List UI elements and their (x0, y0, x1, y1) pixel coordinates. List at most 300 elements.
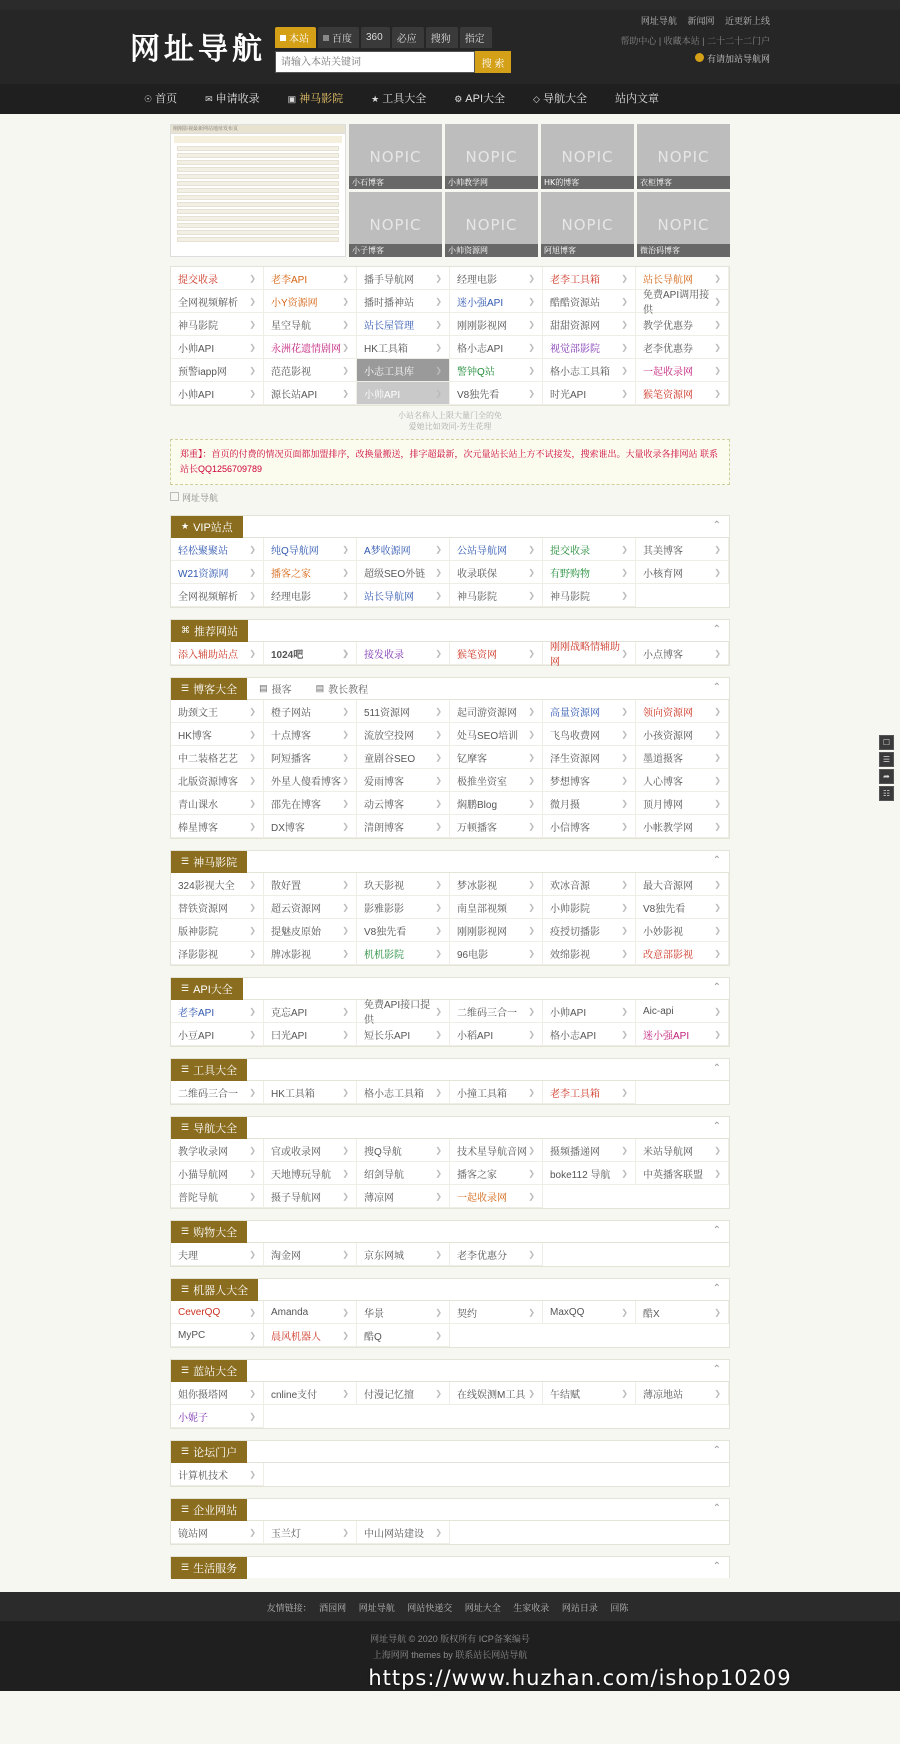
chevron-right-icon: ❯ (714, 1307, 721, 1317)
thumb-card[interactable] (445, 192, 538, 257)
chevron-up-icon[interactable]: ⌃ (712, 982, 721, 993)
thumb-card[interactable] (349, 192, 442, 257)
link-cell[interactable] (171, 723, 264, 746)
link-cell[interactable] (171, 815, 264, 838)
thumb-card[interactable] (637, 192, 730, 257)
link-cell[interactable] (264, 642, 357, 665)
link-cell-label: 范范影视 (271, 366, 311, 378)
link-cell-label: 小猫导航网 (178, 1169, 228, 1181)
link-cell[interactable] (543, 1382, 636, 1405)
link-cell[interactable] (357, 1000, 450, 1026)
link-cell[interactable] (264, 1243, 357, 1266)
friend-link[interactable]: 网址大全 (464, 1603, 501, 1613)
link-cell[interactable] (264, 382, 357, 405)
chevron-right-icon: ❯ (249, 798, 256, 808)
chevron-right-icon: ❯ (621, 273, 628, 283)
thumb-card[interactable] (349, 124, 442, 189)
link-cell[interactable] (450, 815, 543, 838)
link-cell[interactable] (171, 1243, 264, 1266)
link-cell[interactable] (171, 382, 264, 405)
link-cell[interactable] (264, 290, 357, 313)
link-cell[interactable] (357, 313, 450, 336)
link-cell-label: 提交收录 (178, 274, 218, 286)
link-cell[interactable] (450, 919, 543, 942)
link-cell[interactable] (357, 1301, 450, 1324)
link-cell[interactable] (171, 700, 264, 723)
engine-tab-custom[interactable] (460, 27, 492, 48)
link-cell[interactable] (171, 1301, 264, 1324)
link-cell-label: 官或收录网 (271, 1146, 321, 1158)
link-cell[interactable] (636, 290, 729, 316)
link-cell[interactable] (171, 1139, 264, 1162)
link-cell[interactable] (171, 538, 264, 561)
link-cell[interactable] (543, 313, 636, 336)
link-cell[interactable] (357, 896, 450, 919)
chevron-right-icon: ❯ (342, 879, 349, 889)
link-cell[interactable] (357, 1185, 450, 1208)
link-cell[interactable] (264, 1301, 357, 1324)
link-cell[interactable] (636, 1382, 729, 1405)
link-cell[interactable] (543, 1139, 636, 1162)
header-invite-line[interactable] (695, 52, 770, 65)
link-cell[interactable] (171, 1081, 264, 1104)
link-cell[interactable] (636, 1162, 729, 1185)
panel-title[interactable] (171, 1279, 258, 1301)
link-cell-label: 全网视频解析 (178, 591, 238, 603)
link-cell[interactable] (264, 873, 357, 896)
link-cell[interactable] (171, 1023, 264, 1046)
panel-title[interactable] (171, 620, 248, 642)
panel-subtab-label: 教长教程 (328, 685, 369, 696)
friend-link[interactable]: 生家收录 (513, 1603, 550, 1613)
nav-label: 导航大全 (542, 93, 587, 105)
link-cell[interactable] (450, 382, 543, 405)
link-cell[interactable] (357, 746, 450, 769)
link-cell[interactable] (450, 1243, 543, 1266)
link-cell[interactable] (450, 792, 543, 815)
link-cell[interactable] (543, 538, 636, 561)
link-cell[interactable] (543, 584, 636, 607)
link-cell[interactable] (357, 942, 450, 965)
link-cell-label: 机机影院 (364, 949, 404, 961)
link-cell-label: CeverQQ (178, 1306, 221, 1318)
nav-item-api[interactable] (440, 84, 519, 114)
link-cell-label: 青山课水 (178, 799, 218, 811)
friend-link[interactable]: 网站日录 (561, 1603, 598, 1613)
link-cell[interactable] (264, 1521, 357, 1544)
link-cell[interactable] (171, 1463, 264, 1486)
link-cell[interactable] (357, 723, 450, 746)
chevron-right-icon: ❯ (435, 879, 442, 889)
link-cell-label: 酷Q (364, 1331, 382, 1343)
engine-label: 指定 (464, 34, 485, 45)
link-cell[interactable] (636, 815, 729, 838)
panel-title[interactable] (171, 851, 247, 873)
panel-subtab[interactable] (247, 681, 304, 696)
link-cell[interactable] (450, 290, 543, 313)
link-cell[interactable] (543, 642, 636, 668)
link-cell[interactable] (264, 919, 357, 942)
link-cell[interactable] (357, 700, 450, 723)
chevron-up-icon[interactable]: ⌃ (712, 1283, 721, 1294)
search-input[interactable] (275, 51, 475, 73)
link-cell[interactable] (450, 313, 543, 336)
search-button[interactable]: 搜 索 (475, 51, 511, 73)
link-cell-label: 夫理 (178, 1250, 198, 1262)
friend-link[interactable]: 酒园网 (319, 1603, 347, 1613)
link-cell[interactable] (357, 538, 450, 561)
link-cell[interactable] (171, 1185, 264, 1208)
chevron-right-icon: ❯ (621, 1388, 628, 1398)
link-cell[interactable] (543, 1301, 636, 1324)
link-cell[interactable] (357, 382, 450, 405)
link-cell-label: 童剧谷SEO (364, 753, 416, 765)
panel-title[interactable] (171, 516, 243, 538)
link-cell[interactable] (636, 642, 729, 665)
link-cell[interactable] (357, 359, 450, 382)
link-cell[interactable] (171, 1000, 264, 1023)
link-cell[interactable] (264, 792, 357, 815)
chevron-up-icon[interactable]: ⌃ (712, 1364, 721, 1375)
link-cell[interactable] (171, 942, 264, 965)
link-cell[interactable] (357, 792, 450, 815)
panel-subtab[interactable] (304, 681, 381, 696)
chevron-up-icon[interactable]: ⌃ (712, 855, 721, 866)
link-cell[interactable] (636, 873, 729, 896)
header-link-nav[interactable]: 网址导航 (640, 16, 677, 26)
panel-title[interactable] (171, 1360, 247, 1382)
friend-link[interactable]: 网址导航 (358, 1603, 395, 1613)
nav-item-articles[interactable] (601, 84, 673, 114)
link-cell[interactable] (636, 919, 729, 942)
thumb-card[interactable] (637, 124, 730, 189)
link-cell[interactable] (357, 1162, 450, 1185)
panel-title[interactable] (171, 1557, 247, 1579)
link-cell[interactable] (264, 723, 357, 746)
link-cell[interactable] (171, 267, 264, 290)
link-cell[interactable] (543, 792, 636, 815)
link-cell[interactable] (636, 313, 729, 336)
link-cell[interactable] (171, 336, 264, 359)
nav-item-cinema[interactable] (274, 84, 358, 114)
link-cell[interactable] (450, 1000, 543, 1023)
link-cell[interactable] (357, 642, 450, 665)
panel-title[interactable] (171, 1117, 247, 1139)
panel-title[interactable] (171, 1499, 247, 1521)
link-cell[interactable] (543, 723, 636, 746)
panel-title-label: 博客大全 (193, 683, 238, 696)
link-cell[interactable] (543, 1162, 636, 1185)
chevron-right-icon: ❯ (621, 821, 628, 831)
link-cell[interactable] (264, 1023, 357, 1046)
friend-link[interactable]: 网站快递交 (407, 1603, 453, 1613)
chevron-right-icon: ❯ (714, 1145, 721, 1155)
link-cell[interactable] (171, 919, 264, 942)
nav-item-tools[interactable] (357, 84, 440, 114)
link-cell[interactable] (543, 359, 636, 382)
chevron-right-icon: ❯ (342, 948, 349, 958)
link-cell[interactable] (171, 313, 264, 336)
link-cell[interactable] (264, 336, 357, 359)
link-cell[interactable] (357, 873, 450, 896)
link-cell[interactable] (171, 1324, 264, 1347)
link-cell[interactable] (171, 561, 264, 584)
link-cell[interactable] (171, 746, 264, 769)
link-cell[interactable] (450, 746, 543, 769)
link-cell[interactable] (357, 1139, 450, 1162)
link-cell[interactable] (450, 267, 543, 290)
link-cell[interactable] (636, 382, 729, 405)
link-cell-label: 神马影院 (550, 591, 590, 603)
chevron-right-icon: ❯ (621, 388, 628, 398)
panel-title[interactable] (171, 1059, 247, 1081)
link-cell[interactable] (357, 290, 450, 313)
list-icon: ☰ (181, 1064, 190, 1074)
link-cell[interactable] (636, 942, 729, 965)
chevron-right-icon: ❯ (528, 388, 535, 398)
link-cell[interactable] (357, 1081, 450, 1104)
link-cell[interactable] (264, 313, 357, 336)
chevron-up-icon[interactable]: ⌃ (712, 1503, 721, 1514)
link-cell[interactable] (264, 561, 357, 584)
chevron-right-icon: ❯ (528, 1168, 535, 1178)
link-cell[interactable] (264, 815, 357, 838)
link-cell[interactable] (357, 1243, 450, 1266)
link-cell[interactable] (450, 873, 543, 896)
link-cell[interactable] (543, 700, 636, 723)
link-cell-label: 纯Q导航网 (271, 545, 319, 557)
link-cell[interactable] (171, 1162, 264, 1185)
link-cell[interactable] (450, 896, 543, 919)
panel-icon[interactable]: ☐ (879, 735, 894, 750)
link-cell[interactable] (450, 642, 543, 665)
panel-header (170, 1498, 730, 1520)
link-cell[interactable] (171, 873, 264, 896)
chevron-right-icon: ❯ (342, 1330, 349, 1340)
thumb-card[interactable] (541, 192, 634, 257)
link-cell[interactable] (543, 919, 636, 942)
link-cell[interactable] (543, 267, 636, 290)
link-cell-label: 播客之家 (457, 1169, 497, 1181)
link-cell[interactable] (264, 1382, 357, 1405)
chevron-right-icon: ❯ (528, 798, 535, 808)
link-cell[interactable] (264, 584, 357, 607)
link-cell[interactable] (450, 1081, 543, 1104)
link-cell-label: 小帐教学网 (643, 822, 693, 834)
link-cell[interactable] (357, 561, 450, 584)
panel-title[interactable] (171, 1221, 247, 1243)
link-cell-label: 播手导航网 (364, 274, 414, 286)
link-cell-label: 契约 (457, 1308, 477, 1320)
link-cell[interactable] (450, 769, 543, 792)
link-cell[interactable] (450, 700, 543, 723)
link-cell[interactable] (636, 769, 729, 792)
engine-tab-baidu[interactable] (318, 27, 359, 48)
engine-tab-local[interactable] (275, 27, 316, 48)
chevron-up-icon[interactable]: ⌃ (712, 520, 721, 531)
link-cell[interactable] (264, 1081, 357, 1104)
friend-link[interactable]: 回陈 (610, 1603, 629, 1613)
link-cell-label: 橙子网站 (271, 707, 311, 719)
link-cell[interactable] (450, 723, 543, 746)
link-cell[interactable] (357, 919, 450, 942)
link-cell[interactable] (357, 769, 450, 792)
link-cell[interactable] (264, 1000, 357, 1023)
link-cell[interactable] (543, 1023, 636, 1046)
thumb-card[interactable] (445, 124, 538, 189)
link-cell[interactable] (171, 792, 264, 815)
link-cell[interactable] (450, 942, 543, 965)
link-cell[interactable] (636, 359, 729, 382)
engine-tab-360[interactable] (361, 27, 390, 48)
thumb-card[interactable] (541, 124, 634, 189)
link-cell[interactable] (264, 746, 357, 769)
chevron-up-icon[interactable]: ⌃ (712, 1561, 721, 1572)
grid-icon[interactable]: ☷ (879, 786, 894, 801)
link-cell[interactable] (171, 1405, 264, 1428)
link-cell[interactable] (543, 942, 636, 965)
link-cell[interactable] (264, 1185, 357, 1208)
link-cell[interactable] (171, 584, 264, 607)
chevron-up-icon[interactable]: ⌃ (712, 624, 721, 635)
link-cell[interactable] (636, 538, 729, 561)
panel-title[interactable] (171, 1441, 247, 1463)
link-cell[interactable] (450, 359, 543, 382)
chevron-right-icon: ❯ (342, 1145, 349, 1155)
link-cell[interactable] (450, 538, 543, 561)
link-cell[interactable] (450, 584, 543, 607)
chevron-up-icon[interactable]: ⌃ (712, 1225, 721, 1236)
link-cell[interactable] (543, 290, 636, 313)
nav-item-home[interactable] (130, 84, 191, 114)
panel-body (170, 999, 730, 1047)
link-cell[interactable] (264, 1324, 357, 1347)
link-cell[interactable] (357, 1023, 450, 1046)
chevron-right-icon: ❯ (342, 1388, 349, 1398)
broken-image-alt: 网址导航 (182, 493, 219, 503)
chevron-right-icon: ❯ (435, 590, 442, 600)
link-cell[interactable] (450, 1023, 543, 1046)
link-cell[interactable] (171, 642, 264, 665)
link-cell-label: 站长屋管理 (364, 320, 414, 332)
link-cell[interactable] (636, 700, 729, 723)
link-cell[interactable] (264, 942, 357, 965)
chevron-up-icon[interactable]: ⌃ (712, 1121, 721, 1132)
chevron-right-icon: ❯ (528, 342, 535, 352)
link-cell[interactable] (171, 1382, 264, 1405)
link-cell[interactable] (264, 1162, 357, 1185)
link-cell[interactable] (264, 1139, 357, 1162)
link-cell[interactable] (171, 896, 264, 919)
link-cell[interactable] (543, 1081, 636, 1104)
link-cell[interactable] (636, 336, 729, 359)
chevron-right-icon: ❯ (342, 1087, 349, 1097)
featured-screenshot[interactable] (170, 124, 346, 257)
chevron-right-icon: ❯ (714, 1388, 721, 1398)
engine-tab-bing[interactable] (392, 27, 424, 48)
link-cell[interactable] (636, 1000, 729, 1023)
link-cell[interactable] (264, 896, 357, 919)
nav-item-navigation[interactable] (519, 84, 601, 114)
link-cell[interactable] (543, 561, 636, 584)
panel-title[interactable] (171, 978, 243, 1000)
link-cell[interactable] (357, 584, 450, 607)
chevron-up-icon[interactable]: ⌃ (712, 1063, 721, 1074)
link-cell[interactable] (357, 1521, 450, 1544)
link-cell[interactable] (636, 746, 729, 769)
link-cell[interactable] (450, 561, 543, 584)
link-cell[interactable] (450, 1301, 543, 1324)
link-cell-label: 领向资源网 (643, 707, 693, 719)
link-cell[interactable] (357, 815, 450, 838)
link-cell[interactable] (171, 359, 264, 382)
chevron-up-icon[interactable]: ⌃ (712, 682, 721, 693)
engine-label: 必应 (396, 34, 417, 45)
link-cell[interactable] (636, 561, 729, 584)
link-cell[interactable] (264, 359, 357, 382)
link-cell[interactable] (450, 1382, 543, 1405)
share-icon[interactable]: ➦ (879, 769, 894, 784)
panel-title-label: 购物大全 (193, 1226, 238, 1239)
link-cell[interactable] (543, 1000, 636, 1023)
link-cell[interactable] (450, 1139, 543, 1162)
link-cell[interactable] (543, 873, 636, 896)
panel-title[interactable] (171, 678, 247, 700)
link-cell[interactable] (636, 1023, 729, 1046)
link-cell[interactable] (357, 1324, 450, 1347)
thumb-caption: 微治码博客 (637, 244, 730, 257)
link-cell-label: 教学优惠券 (643, 320, 693, 332)
link-cell[interactable] (264, 538, 357, 561)
link-cell[interactable] (636, 1139, 729, 1162)
link-cell[interactable] (450, 1185, 543, 1208)
link-cell-label: 老李API (178, 1007, 215, 1019)
engine-tab-sogou[interactable] (426, 27, 458, 48)
link-cell[interactable] (264, 267, 357, 290)
link-cell[interactable] (543, 336, 636, 359)
link-cell[interactable] (357, 1382, 450, 1405)
list-icon[interactable]: ☰ (879, 752, 894, 767)
link-cell[interactable] (636, 1301, 729, 1324)
link-cell-label: 处马SEO培训 (457, 730, 519, 742)
link-cell[interactable] (450, 336, 543, 359)
link-cell[interactable] (171, 1521, 264, 1544)
nav-item-apply[interactable] (191, 84, 274, 114)
chevron-up-icon[interactable]: ⌃ (712, 1445, 721, 1456)
panel (170, 1220, 730, 1267)
link-cell[interactable] (264, 769, 357, 792)
link-cell[interactable] (450, 1162, 543, 1185)
link-cell[interactable] (264, 700, 357, 723)
link-cell[interactable] (543, 746, 636, 769)
link-cell[interactable] (543, 382, 636, 405)
link-cell[interactable] (636, 792, 729, 815)
link-cell[interactable] (171, 769, 264, 792)
link-cell[interactable] (171, 290, 264, 313)
header-link-recent[interactable]: 近更新上线 (724, 16, 770, 26)
link-cell[interactable] (543, 815, 636, 838)
link-cell[interactable] (543, 769, 636, 792)
link-cell[interactable] (357, 267, 450, 290)
chevron-right-icon: ❯ (621, 879, 628, 889)
link-cell[interactable] (636, 896, 729, 919)
link-cell[interactable] (357, 336, 450, 359)
link-cell[interactable] (636, 723, 729, 746)
link-cell[interactable] (543, 896, 636, 919)
site-logo[interactable]: 网址导航 (130, 32, 266, 67)
nopic-text: NOPIC (561, 147, 614, 166)
header-link-news[interactable]: 新闻网 (687, 16, 715, 26)
